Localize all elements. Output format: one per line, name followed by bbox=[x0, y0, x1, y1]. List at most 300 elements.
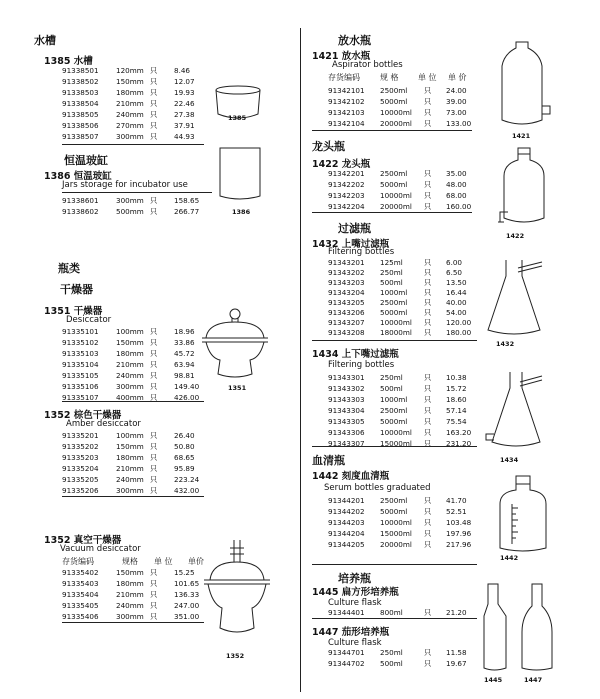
item-code: 91335206 bbox=[62, 486, 99, 495]
price: 18.60 bbox=[446, 395, 467, 404]
price: 351.00 bbox=[174, 612, 200, 621]
product-subtitle-1445: Culture flask bbox=[328, 598, 382, 608]
item-code: 91338502 bbox=[62, 77, 99, 86]
product-title-1352-amber: 1352 棕色干燥器 bbox=[44, 410, 122, 421]
product-title-1447: 1447 茄形培养瓶 bbox=[312, 627, 390, 638]
item-code: 91338505 bbox=[62, 110, 99, 119]
item-code: 91342201 bbox=[328, 169, 365, 178]
product-title-1442: 1442 刻度血清瓶 bbox=[312, 471, 390, 482]
spec: 10000ml bbox=[380, 518, 412, 527]
item-code: 91343302 bbox=[328, 384, 365, 393]
unit: 只 bbox=[150, 338, 158, 347]
price: 24.00 bbox=[446, 86, 467, 95]
price: 217.96 bbox=[446, 540, 472, 549]
price: 48.00 bbox=[446, 180, 467, 189]
product-subtitle-1421: Aspirator bottles bbox=[332, 60, 403, 70]
item-code: 91335202 bbox=[62, 442, 99, 451]
price: 21.20 bbox=[446, 608, 467, 617]
item-code: 91344401 bbox=[328, 608, 365, 617]
item-code: 91343205 bbox=[328, 298, 365, 307]
price: 149.40 bbox=[174, 382, 200, 391]
price: 120.00 bbox=[446, 318, 472, 327]
product-subtitle-1386: Jars storage for incubator use bbox=[62, 180, 188, 190]
aspirator-bottle-illustration bbox=[494, 40, 554, 130]
spec: 1000ml bbox=[380, 395, 408, 404]
unit: 只 bbox=[150, 66, 158, 75]
price: 54.00 bbox=[446, 308, 467, 317]
spec: 210mm bbox=[116, 360, 144, 369]
unit: 只 bbox=[424, 298, 432, 307]
item-code: 91335102 bbox=[62, 338, 99, 347]
spec: 125ml bbox=[380, 258, 403, 267]
product-title-1352-vacuum: 1352 真空干燥器 bbox=[44, 535, 122, 546]
price: 11.58 bbox=[446, 648, 467, 657]
spec: 150mm bbox=[116, 568, 144, 577]
price: 247.00 bbox=[174, 601, 200, 610]
section-heading-filter: 过滤瓶 bbox=[338, 222, 371, 235]
separator bbox=[62, 401, 204, 402]
unit: 只 bbox=[150, 99, 158, 108]
spec: 300mm bbox=[116, 196, 144, 205]
spec: 20000ml bbox=[380, 202, 412, 211]
price: 160.00 bbox=[446, 202, 472, 211]
spec: 10000ml bbox=[380, 108, 412, 117]
price: 231.20 bbox=[446, 439, 472, 448]
figure-label-1386: 1386 bbox=[232, 208, 251, 216]
vacuum-desiccator-illustration bbox=[202, 538, 272, 642]
section-heading-aspirator: 放水瓶 bbox=[338, 34, 371, 47]
item-code: 91343204 bbox=[328, 288, 365, 297]
unit: 只 bbox=[150, 88, 158, 97]
figure-label-1447: 1447 bbox=[524, 676, 543, 684]
unit: 只 bbox=[150, 590, 158, 599]
unit: 只 bbox=[424, 191, 432, 200]
price: 6.00 bbox=[446, 258, 463, 267]
unit: 只 bbox=[424, 417, 432, 426]
unit: 只 bbox=[150, 453, 158, 462]
separator bbox=[312, 564, 477, 565]
item-code: 91342203 bbox=[328, 191, 365, 200]
spec: 18000ml bbox=[380, 328, 412, 337]
unit: 只 bbox=[424, 278, 432, 287]
jar-illustration bbox=[218, 146, 262, 202]
price: 37.91 bbox=[174, 121, 195, 130]
unit: 只 bbox=[424, 308, 432, 317]
unit: 只 bbox=[150, 612, 158, 621]
figure-label-1432: 1432 bbox=[496, 340, 515, 348]
item-code: 91338602 bbox=[62, 207, 99, 216]
price: 75.54 bbox=[446, 417, 467, 426]
item-code: 91335107 bbox=[62, 393, 99, 402]
unit: 只 bbox=[424, 373, 432, 382]
product-subtitle-1442: Serum bottles graduated bbox=[324, 483, 431, 493]
spec: 15000ml bbox=[380, 529, 412, 538]
spec: 500mm bbox=[116, 207, 144, 216]
price: 15.25 bbox=[174, 568, 195, 577]
spec: 250ml bbox=[380, 268, 403, 277]
section-heading-serum: 血清瓶 bbox=[312, 454, 345, 467]
product-title-1421: 1421 放水瓶 bbox=[312, 51, 371, 62]
figure-label-1351: 1351 bbox=[228, 384, 247, 392]
price: 39.00 bbox=[446, 97, 467, 106]
item-code: 91344202 bbox=[328, 507, 365, 516]
spec: 2500ml bbox=[380, 298, 408, 307]
product-subtitle-1352-vacuum: Vacuum desiccator bbox=[60, 544, 141, 554]
item-code: 91343206 bbox=[328, 308, 365, 317]
price: 223.24 bbox=[174, 475, 200, 484]
product-title-1386: 1386 恒温玻缸 bbox=[44, 171, 112, 182]
spec: 400mm bbox=[116, 393, 144, 402]
item-code: 91335106 bbox=[62, 382, 99, 391]
price: 13.50 bbox=[446, 278, 467, 287]
product-subtitle-1434: Filtering bottles bbox=[328, 360, 395, 370]
price: 6.50 bbox=[446, 268, 463, 277]
spec: 20000ml bbox=[380, 119, 412, 128]
unit: 只 bbox=[424, 608, 432, 617]
product-title-1422: 1422 龙头瓶 bbox=[312, 159, 371, 170]
item-code: 91343301 bbox=[328, 373, 365, 382]
unit: 只 bbox=[150, 121, 158, 130]
product-title-1434: 1434 上下嘴过滤瓶 bbox=[312, 349, 399, 360]
unit: 只 bbox=[424, 288, 432, 297]
spec: 10000ml bbox=[380, 191, 412, 200]
item-code: 91343208 bbox=[328, 328, 365, 337]
separator bbox=[62, 192, 212, 193]
item-code: 91342103 bbox=[328, 108, 365, 117]
unit: 只 bbox=[424, 518, 432, 527]
price: 44.93 bbox=[174, 132, 195, 141]
unit: 只 bbox=[150, 464, 158, 473]
spec: 5000ml bbox=[380, 417, 408, 426]
separator bbox=[62, 144, 204, 145]
unit: 只 bbox=[424, 169, 432, 178]
price: 432.00 bbox=[174, 486, 200, 495]
spec: 5000ml bbox=[380, 308, 408, 317]
price: 18.96 bbox=[174, 327, 195, 336]
unit: 只 bbox=[150, 196, 158, 205]
unit: 只 bbox=[150, 207, 158, 216]
price: 101.65 bbox=[174, 579, 200, 588]
item-code: 91344205 bbox=[328, 540, 365, 549]
unit: 只 bbox=[150, 601, 158, 610]
price: 68.00 bbox=[446, 191, 467, 200]
item-code: 91335203 bbox=[62, 453, 99, 462]
item-code: 91338504 bbox=[62, 99, 99, 108]
price: 68.65 bbox=[174, 453, 195, 462]
item-code: 91343305 bbox=[328, 417, 365, 426]
price: 98.81 bbox=[174, 371, 195, 380]
item-code: 91335406 bbox=[62, 612, 99, 621]
item-code: 91338601 bbox=[62, 196, 99, 205]
price: 103.48 bbox=[446, 518, 472, 527]
spec: 2500ml bbox=[380, 169, 408, 178]
item-code: 91338501 bbox=[62, 66, 99, 75]
figure-label-1422: 1422 bbox=[506, 232, 525, 240]
spec: 20000ml bbox=[380, 540, 412, 549]
item-code: 91343203 bbox=[328, 278, 365, 287]
column-header: 单 位 bbox=[418, 73, 437, 82]
price: 8.46 bbox=[174, 66, 191, 75]
price: 26.40 bbox=[174, 431, 195, 440]
tap-bottle-illustration bbox=[496, 146, 556, 230]
spec: 240mm bbox=[116, 371, 144, 380]
price: 158.65 bbox=[174, 196, 200, 205]
spec: 180mm bbox=[116, 579, 144, 588]
item-code: 91342102 bbox=[328, 97, 365, 106]
column-divider bbox=[300, 28, 301, 692]
unit: 只 bbox=[150, 77, 158, 86]
unit: 只 bbox=[424, 202, 432, 211]
item-code: 91335204 bbox=[62, 464, 99, 473]
spec: 2500ml bbox=[380, 496, 408, 505]
price: 50.80 bbox=[174, 442, 195, 451]
spec: 100mm bbox=[116, 431, 144, 440]
section-heading-jar: 恒温玻缸 bbox=[64, 154, 108, 167]
unit: 只 bbox=[150, 382, 158, 391]
product-subtitle-1432: Filtering bottles bbox=[328, 247, 395, 257]
unit: 只 bbox=[150, 349, 158, 358]
unit: 只 bbox=[424, 328, 432, 337]
price: 133.00 bbox=[446, 119, 472, 128]
price: 16.44 bbox=[446, 288, 467, 297]
unit: 只 bbox=[150, 475, 158, 484]
column-header: 规 格 bbox=[380, 73, 399, 82]
price: 197.96 bbox=[446, 529, 472, 538]
item-code: 91343303 bbox=[328, 395, 365, 404]
spec: 10000ml bbox=[380, 428, 412, 437]
section-heading-culture: 培养瓶 bbox=[338, 572, 371, 585]
item-code: 91335402 bbox=[62, 568, 99, 577]
unit: 只 bbox=[150, 371, 158, 380]
unit: 只 bbox=[150, 327, 158, 336]
separator bbox=[312, 130, 472, 131]
separator bbox=[312, 340, 477, 341]
product-title-1432: 1432 上嘴过滤瓶 bbox=[312, 239, 390, 250]
column-header: 单 位 bbox=[154, 557, 173, 566]
unit: 只 bbox=[424, 428, 432, 437]
unit: 只 bbox=[424, 86, 432, 95]
spec: 250ml bbox=[380, 373, 403, 382]
product-title-1351: 1351 干燥器 bbox=[44, 306, 103, 317]
item-code: 91335405 bbox=[62, 601, 99, 610]
unit: 只 bbox=[424, 439, 432, 448]
section-heading-tap: 龙头瓶 bbox=[312, 140, 345, 153]
item-code: 91344201 bbox=[328, 496, 365, 505]
spec: 300mm bbox=[116, 612, 144, 621]
unit: 只 bbox=[424, 258, 432, 267]
item-code: 91338507 bbox=[62, 132, 99, 141]
price: 19.67 bbox=[446, 659, 467, 668]
spec: 300mm bbox=[116, 132, 144, 141]
item-code: 91338506 bbox=[62, 121, 99, 130]
item-code: 91335101 bbox=[62, 327, 99, 336]
unit: 只 bbox=[424, 119, 432, 128]
spec: 270mm bbox=[116, 121, 144, 130]
unit: 只 bbox=[424, 97, 432, 106]
separator bbox=[62, 496, 204, 497]
item-code: 91343304 bbox=[328, 406, 365, 415]
spec: 300mm bbox=[116, 382, 144, 391]
price: 180.00 bbox=[446, 328, 472, 337]
price: 22.46 bbox=[174, 99, 195, 108]
spec: 5000ml bbox=[380, 97, 408, 106]
spec: 180mm bbox=[116, 453, 144, 462]
product-subtitle-1447: Culture flask bbox=[328, 638, 382, 648]
unit: 只 bbox=[150, 442, 158, 451]
unit: 只 bbox=[424, 318, 432, 327]
section-heading-bottles: 瓶类 bbox=[58, 262, 80, 275]
price: 40.00 bbox=[446, 298, 467, 307]
price: 266.77 bbox=[174, 207, 200, 216]
item-code: 91343202 bbox=[328, 268, 365, 277]
product-title-1445: 1445 扁方形培养瓶 bbox=[312, 587, 399, 598]
unit: 只 bbox=[424, 180, 432, 189]
price: 57.14 bbox=[446, 406, 467, 415]
unit: 只 bbox=[150, 110, 158, 119]
item-code: 91335103 bbox=[62, 349, 99, 358]
item-code: 91343307 bbox=[328, 439, 365, 448]
unit: 只 bbox=[150, 393, 158, 402]
item-code: 91342101 bbox=[328, 86, 365, 95]
column-header: 单 价 bbox=[448, 73, 467, 82]
figure-label-1352: 1352 bbox=[226, 652, 245, 660]
price: 41.70 bbox=[446, 496, 467, 505]
spec: 210mm bbox=[116, 99, 144, 108]
spec: 1000ml bbox=[380, 288, 408, 297]
price: 33.86 bbox=[174, 338, 195, 347]
unit: 只 bbox=[424, 395, 432, 404]
spec: 500ml bbox=[380, 278, 403, 287]
unit: 只 bbox=[424, 648, 432, 657]
unit: 只 bbox=[424, 529, 432, 538]
flat-culture-flask-illustration bbox=[480, 582, 510, 674]
spec: 5000ml bbox=[380, 507, 408, 516]
spec: 800ml bbox=[380, 608, 403, 617]
product-subtitle-1352-amber: Amber desiccator bbox=[66, 419, 141, 429]
unit: 只 bbox=[424, 496, 432, 505]
spec: 5000ml bbox=[380, 180, 408, 189]
spec: 120mm bbox=[116, 66, 144, 75]
figure-label-1434: 1434 bbox=[500, 456, 519, 464]
item-code: 91342202 bbox=[328, 180, 365, 189]
price: 426.00 bbox=[174, 393, 200, 402]
separator bbox=[62, 622, 204, 623]
unit: 只 bbox=[424, 108, 432, 117]
price: 73.00 bbox=[446, 108, 467, 117]
unit: 只 bbox=[150, 360, 158, 369]
item-code: 91335105 bbox=[62, 371, 99, 380]
figure-label-1442: 1442 bbox=[500, 554, 519, 562]
price: 52.51 bbox=[446, 507, 467, 516]
item-code: 91335104 bbox=[62, 360, 99, 369]
spec: 500ml bbox=[380, 384, 403, 393]
desiccator-illustration bbox=[200, 306, 270, 382]
price: 10.38 bbox=[446, 373, 467, 382]
figure-label-1385: 1385 bbox=[228, 114, 247, 122]
column-header: 存货编码 bbox=[62, 557, 94, 566]
unit: 只 bbox=[150, 431, 158, 440]
price: 63.94 bbox=[174, 360, 195, 369]
spec: 150mm bbox=[116, 338, 144, 347]
eggplant-culture-flask-illustration bbox=[520, 582, 554, 674]
spec: 150mm bbox=[116, 442, 144, 451]
spec: 210mm bbox=[116, 464, 144, 473]
unit: 只 bbox=[150, 486, 158, 495]
price: 35.00 bbox=[446, 169, 467, 178]
price: 27.38 bbox=[174, 110, 195, 119]
section-heading-water-tank: 水槽 bbox=[34, 34, 56, 47]
spec: 240mm bbox=[116, 601, 144, 610]
spec: 240mm bbox=[116, 475, 144, 484]
unit: 只 bbox=[424, 540, 432, 549]
price: 19.93 bbox=[174, 88, 195, 97]
price: 136.33 bbox=[174, 590, 200, 599]
price: 45.72 bbox=[174, 349, 195, 358]
unit: 只 bbox=[424, 659, 432, 668]
separator bbox=[312, 212, 472, 213]
column-header: 单价 bbox=[188, 557, 204, 566]
unit: 只 bbox=[424, 507, 432, 516]
unit: 只 bbox=[150, 579, 158, 588]
price: 12.07 bbox=[174, 77, 195, 86]
price: 15.72 bbox=[446, 384, 467, 393]
unit: 只 bbox=[424, 268, 432, 277]
item-code: 91344702 bbox=[328, 659, 365, 668]
item-code: 91343201 bbox=[328, 258, 365, 267]
figure-label-1421: 1421 bbox=[512, 132, 531, 140]
product-subtitle-1351: Desiccator bbox=[66, 315, 112, 325]
item-code: 91344204 bbox=[328, 529, 365, 538]
item-code: 91343306 bbox=[328, 428, 365, 437]
spec: 10000ml bbox=[380, 318, 412, 327]
spec: 500ml bbox=[380, 659, 403, 668]
item-code: 91335205 bbox=[62, 475, 99, 484]
item-code: 91342104 bbox=[328, 119, 365, 128]
spec: 15000ml bbox=[380, 439, 412, 448]
filtering-bottle-illustration bbox=[484, 258, 554, 338]
filtering-bottle-2-illustration bbox=[484, 370, 554, 456]
column-header: 规格 bbox=[122, 557, 138, 566]
spec: 250ml bbox=[380, 648, 403, 657]
item-code: 91338503 bbox=[62, 88, 99, 97]
item-code: 91344701 bbox=[328, 648, 365, 657]
spec: 2500ml bbox=[380, 86, 408, 95]
spec: 150mm bbox=[116, 77, 144, 86]
column-header: 存货编码 bbox=[328, 73, 360, 82]
spec: 180mm bbox=[116, 349, 144, 358]
spec: 240mm bbox=[116, 110, 144, 119]
item-code: 91343207 bbox=[328, 318, 365, 327]
unit: 只 bbox=[150, 132, 158, 141]
item-code: 91342204 bbox=[328, 202, 365, 211]
section-heading-desiccator: 干燥器 bbox=[60, 283, 93, 296]
item-code: 91335403 bbox=[62, 579, 99, 588]
item-code: 91344203 bbox=[328, 518, 365, 527]
item-code: 91335201 bbox=[62, 431, 99, 440]
spec: 2500ml bbox=[380, 406, 408, 415]
unit: 只 bbox=[424, 384, 432, 393]
separator bbox=[312, 446, 477, 447]
separator bbox=[312, 618, 477, 619]
serum-bottle-illustration bbox=[494, 474, 554, 556]
unit: 只 bbox=[150, 568, 158, 577]
spec: 300mm bbox=[116, 486, 144, 495]
spec: 100mm bbox=[116, 327, 144, 336]
spec: 180mm bbox=[116, 88, 144, 97]
figure-label-1445: 1445 bbox=[484, 676, 503, 684]
price: 95.89 bbox=[174, 464, 195, 473]
product-title-1385: 1385 水槽 bbox=[44, 56, 93, 67]
